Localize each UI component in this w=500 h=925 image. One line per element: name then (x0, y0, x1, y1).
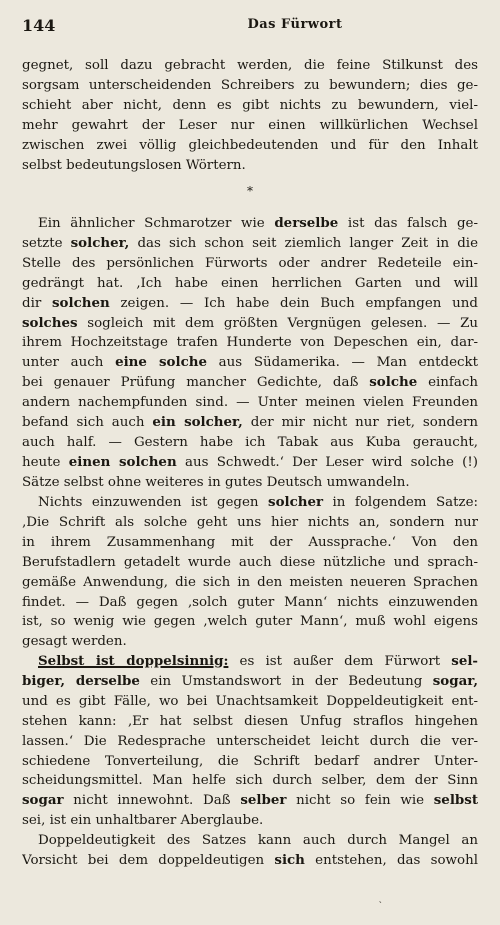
paragraph-4 (22, 652, 478, 831)
section-keyword: Selbst ist doppelsinnig: (38, 653, 229, 669)
text-line: Selbst ist doppelsinnig: es ist außer dem Fürwort sel- (38, 653, 478, 669)
text-line: schiedene Tonverteilung, die Schrift bedarf andrer Unter- (22, 753, 478, 769)
emphasis: eine solche (115, 354, 207, 371)
emphasis: solches (22, 314, 78, 331)
emphasis: solcher (268, 494, 324, 510)
text-line: zwischen zwei völlig gleichbedeutenden und für den Inhalt (22, 137, 478, 153)
paragraph-1 (22, 56, 478, 175)
emphasis: solcher, (70, 234, 130, 251)
text-line: findet. — Daß gegen ‚solch guter Mann‘ nichts einzuwenden (22, 594, 478, 610)
text-line: ihrem Hochzeitstage trafen Hunderte von Depeschen ein, dar- (22, 335, 478, 351)
emphasis: solche (369, 374, 418, 391)
page-number: 144 (22, 16, 56, 35)
text-line: solches sogleich mit dem größten Vergnügen gelesen. — Zu (22, 314, 478, 331)
emphasis: solchen (52, 294, 110, 311)
text-line: mehr gewahrt der Leser nur einen willkürlichen Wechsel (22, 117, 478, 133)
text-line: selbst bedeutungslosen Wörtern. (22, 157, 246, 173)
section-separator: * (247, 184, 253, 198)
emphasis: einen solchen (68, 453, 177, 470)
text-line: lassen.‘ Die Redesprache unterscheidet leicht durch die ver- (22, 733, 478, 749)
text-line: stehen kann: ‚Er hat selbst diesen Unfug straflos hingehen (22, 713, 478, 729)
text-line: biger, derselbe ein Umstandswort in der Bedeutung sogar, (22, 672, 478, 689)
text-line: setzte solcher, das sich schon seit ziemlich langer Zeit in die (22, 234, 478, 251)
emphasis: sel- (451, 653, 478, 669)
emphasis: ein solcher, (152, 414, 243, 431)
text-line: gegnet, soll dazu gebracht werden, die feine Stilkunst des (22, 58, 478, 73)
running-head: Das Fürwort (247, 17, 343, 32)
print-mark: ˴ (378, 896, 382, 907)
text-line: in ihrem Zusammenhang mit der Aussprache.‘ Von den (22, 534, 478, 550)
text-line: gesagt werden. (22, 634, 127, 650)
text-line: schieht aber nicht, denn es gibt nichts zu bewundern, viel- (22, 97, 478, 113)
text-line: Stelle des persönlichen Fürworts oder andrer Redeteile ein- (22, 255, 478, 271)
text-line: unter auch eine solche aus Südamerika. — Man entdeckt (22, 354, 478, 371)
text-line: ist, so wenig wie gegen ‚welch guter Mann‘, muß wohl eigens (22, 614, 478, 630)
paragraph-2 (22, 214, 478, 493)
emphasis: selbst (433, 792, 478, 809)
text-line: gemäße Anwendung, die sich in den meisten neueren Sprachen (22, 574, 478, 590)
text-line: Sätze selbst ohne weiteres in gutes Deutsch umwandeln. (22, 474, 410, 490)
text-line: Doppeldeutigkeit des Satzes kann auch durch Mangel an (38, 833, 478, 848)
text-line: befand sich auch ein solcher, der mir nicht nur riet, sondern (22, 414, 478, 431)
emphasis: selber (240, 792, 287, 809)
text-line: auch half. — Gestern habe ich Tabak aus Kuba geraucht, (22, 434, 478, 450)
paragraph-5 (22, 831, 478, 871)
text-line: andern nachempfunden sind. — Unter meinen vielen Freunden (22, 395, 478, 411)
text-line: Berufstadlern getadelt wurde auch diese nützliche und sprach- (22, 554, 478, 570)
paragraph-3 (22, 493, 478, 652)
text-line: Ein ähnlicher Schmarotzer wie derselbe ist das falsch ge- (38, 215, 478, 231)
text-line: sei, ist ein unhaltbarer Aberglaube. (22, 813, 264, 829)
emphasis: derselbe (274, 215, 339, 231)
emphasis: sogar (22, 792, 64, 809)
text-line: sogar nicht innewohnt. Daß selber nicht so fein wie selbst (22, 792, 478, 809)
text-line: gedrängt hat. ‚Ich habe einen herrlichen Garten und will (22, 275, 478, 291)
text-line: heute einen solchen aus Schwedt.‘ Der Leser wird solche (!) (22, 453, 478, 470)
text-line: Nichts einzuwenden ist gegen solcher in folgendem Satze: (38, 494, 478, 510)
text-line: ‚Die Schrift als solche geht uns hier nichts an, sondern nur (22, 514, 478, 530)
page-header (22, 16, 478, 36)
text-line: sorgsam unterscheidenden Schreibers zu bewundern; dies ge- (22, 77, 478, 93)
text-line: Vorsicht bei dem doppeldeutigen sich entstehen, das sowohl (22, 851, 478, 868)
emphasis: sogar, (432, 672, 478, 689)
emphasis: sich (274, 851, 305, 868)
text-line: bei genauer Prüfung mancher Gedichte, daß solche einfach (22, 374, 478, 391)
emphasis: biger, derselbe (22, 672, 140, 689)
text-line: scheidungsmittel. Man helfe sich durch selber, dem der Sinn (22, 773, 478, 789)
text-line: dir solchen zeigen. — Ich habe dein Buch empfangen und (22, 294, 478, 311)
text-line: und es gibt Fälle, wo bei Unachtsamkeit Doppeldeutigkeit ent- (22, 693, 478, 709)
